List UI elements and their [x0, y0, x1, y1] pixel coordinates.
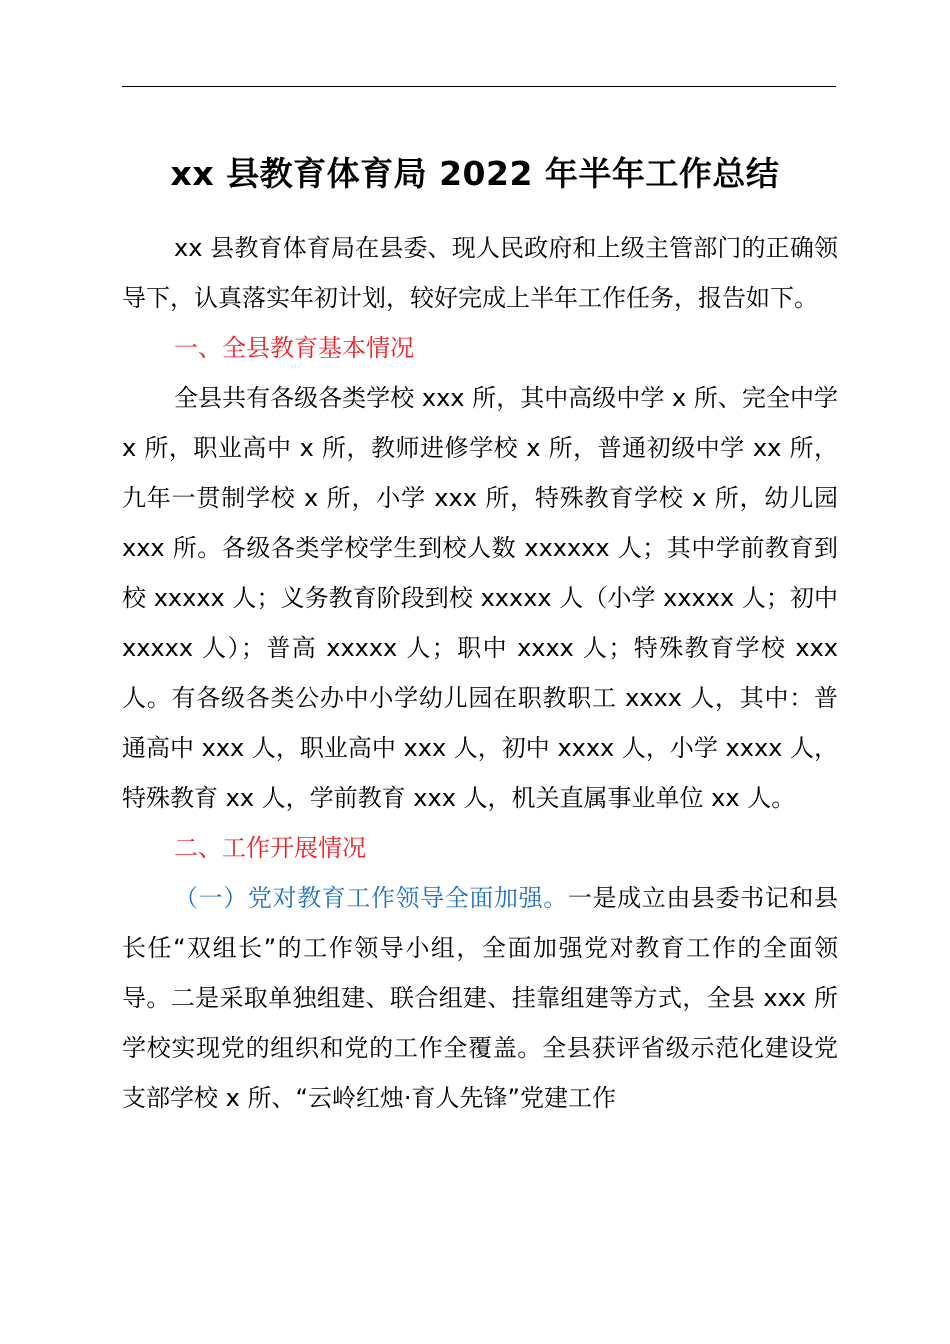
section-paragraph-1: 全县共有各级各类学校 xxx 所，其中高级中学 x 所、完全中学 x 所，职业高中 x 所，教师进修学校 x 所，普通初级中学 xx 所，九年一贯制学校 x 所，小学 xxx 所，特殊教育学校 x 所，幼儿园 xxx 所。各级各类学校学生到校人数 xxxxxx 人；其中学前教育到校 xxxxx 人；义务教育阶段到校 xxxxx 人（小学 xxxxx 人；初中 xxxxx 人）；普高 xxxxx 人；职中 xxxx 人；特殊教育学校 xxx 人。有各级各类公办中小学幼儿园在职教职工 xxxx 人，其中：普通高中 xxx 人，职业高中 xxx 人，初中 xxxx 人，小学 xxxx 人，特殊教育 xx 人，学前教育 xxx 人，机关直属事业单位 xx 人。	[122, 384, 838, 812]
document-body	[122, 223, 838, 1123]
section-heading-1: 一、全县教育基本情况	[174, 334, 414, 362]
document-title: xx 县教育体育局 2022 年半年工作总结	[170, 154, 780, 193]
subsection-text-1: 一是成立由县委书记和县长任“双组长”的工作领导小组，全面加强党对教育工作的全面领导。二是采取单独组建、联合组建、挂靠组建等方式，全县 xxx 所学校实现党的组织和党的工作全覆盖。全县获评省级示范化建设党支部学校 x 所、“云岭红烛·育人先锋”党建工作	[122, 884, 839, 1112]
section-heading-2: 二、工作开展情况	[174, 834, 366, 862]
subsection-heading-1: （一）党对教育工作领导全面加强。	[174, 884, 568, 912]
subsection-paragraph-1	[122, 873, 838, 1123]
header-rule	[122, 86, 836, 87]
intro-paragraph: xx 县教育体育局在县委、现人民政府和上级主管部门的正确领导下，认真落实年初计划，较好完成上半年工作任务，报告如下。	[122, 234, 838, 312]
